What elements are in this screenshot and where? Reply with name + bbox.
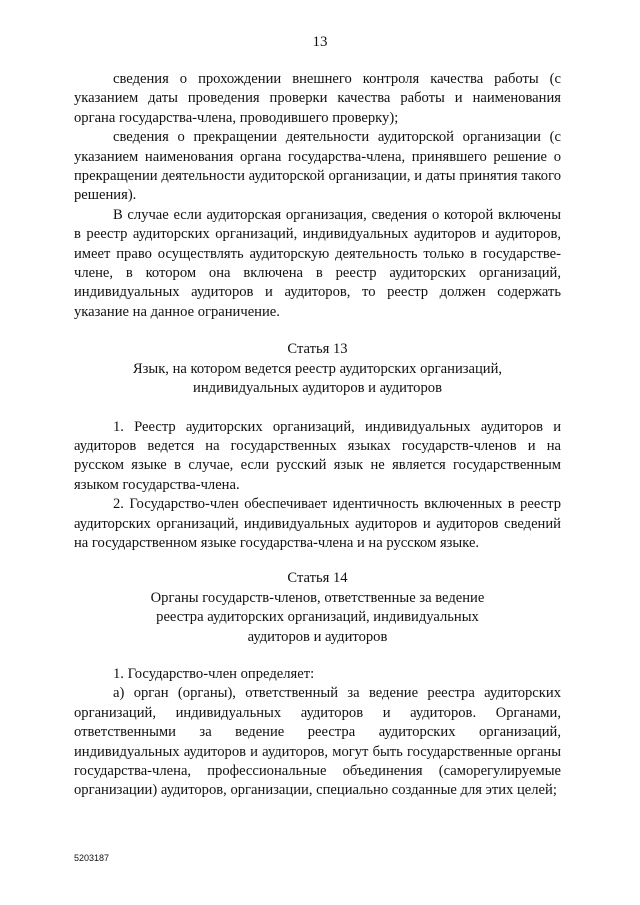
- document-code: 5203187: [74, 853, 110, 863]
- article-14-paragraph-1: 1. Государство-член определяет:: [113, 665, 315, 682]
- document-body: [74, 70, 561, 801]
- article-14-paragraph-a: а) орган (органы), ответственный за ведение реестра аудиторских организаций, индивидуальных аудиторов и аудиторов. Органами, ответственными за ведение реестра аудиторских организаций, индивидуальных аудиторов и аудиторов, могут быть государственные органы государства-члена, профессиональные объединения (саморегулируемые организации) аудиторов, организации, специально созданные для этих целей;: [74, 685, 561, 799]
- article-13-title-line-2: индивидуальных аудиторов и аудиторов: [193, 380, 442, 397]
- article-14-heading: Статья 14: [287, 570, 348, 587]
- paragraph-restriction-case: В случае если аудиторская организация, сведения о которой включены в реестр аудиторских организаций, индивидуальных аудиторов и аудиторов, имеет право осуществлять аудиторскую деятельность только в государстве-члене, в котором она включена в реестр аудиторских организаций, индивидуальных аудиторов и аудиторов, то реестр должен содержать указание на данное ограничение.: [74, 206, 561, 320]
- article-14-title-line-1: Органы государств-членов, ответственные за ведение: [150, 589, 485, 606]
- article-14-title-line-3: аудиторов и аудиторов: [247, 628, 388, 645]
- article-13-paragraph-1: 1. Реестр аудиторских организаций, индивидуальных аудиторов и аудиторов ведется на государственных языках государств-членов и на русском языке в случае, если русский язык не является государственным языком государства-члена.: [74, 418, 561, 493]
- article-13-heading: Статья 13: [287, 341, 348, 358]
- article-13-paragraph-2: 2. Государство-член обеспечивает идентичность включенных в реестр аудиторских организаций, индивидуальных аудиторов и аудиторов сведений на государственном языке государства-члена и на русском языке.: [74, 496, 561, 551]
- page-number: 13: [312, 34, 328, 50]
- article-13-header: [74, 340, 561, 398]
- paragraph-external-quality-control: сведения о прохождении внешнего контроля качества работы (с указанием даты проведения проверки качества работы и наименования органа государства-члена, проводившего проверку);: [74, 71, 561, 126]
- article-14-header: [74, 569, 561, 647]
- article-14-title-line-2: реестра аудиторских организаций, индивидуальных: [156, 609, 479, 626]
- paragraph-termination-info: сведения о прекращении деятельности аудиторской организации (с указанием наименования органа государства-члена, принявшего решение о прекращении деятельности аудиторской организации, и даты принятия такого решения).: [74, 129, 561, 204]
- article-13-title-line-1: Язык, на котором ведется реестр аудиторских организаций,: [132, 360, 503, 377]
